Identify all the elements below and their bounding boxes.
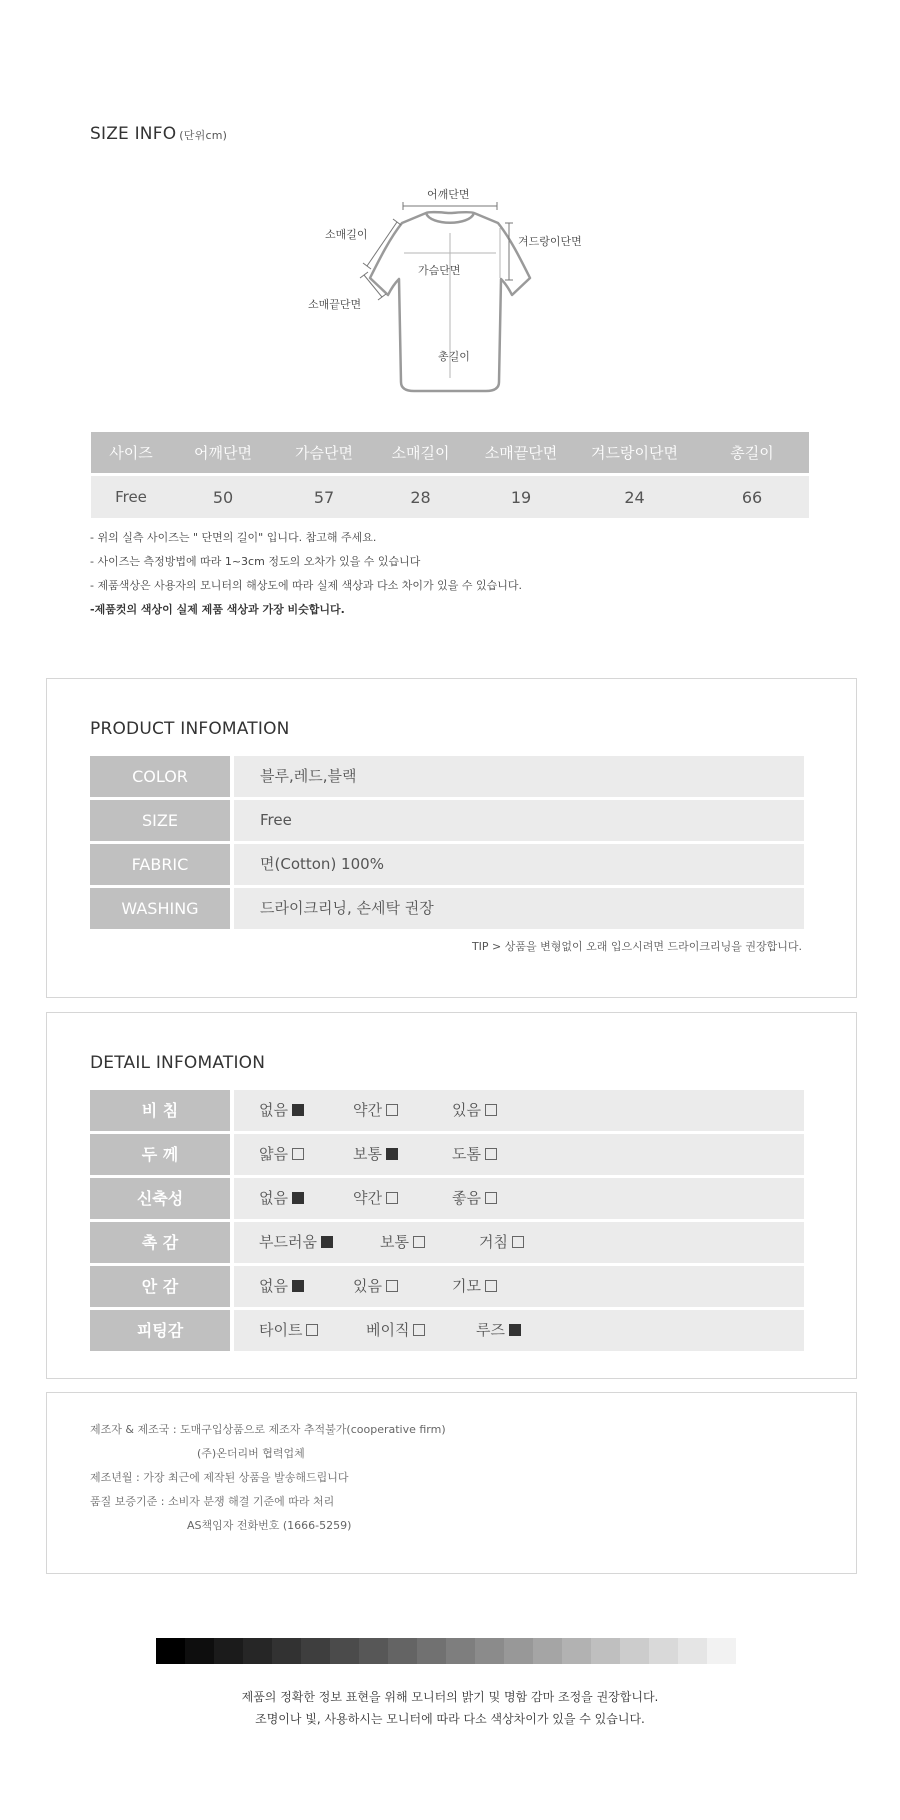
empty-box-icon: [485, 1104, 497, 1116]
option-label: 베이직: [366, 1321, 410, 1339]
option-label: 부드러움: [259, 1233, 317, 1251]
option-label: 루즈: [476, 1321, 505, 1339]
footer-note: 조명이나 빛, 사용하시는 모니터에 따라 다소 색상차이가 있을 수 있습니다.: [255, 1712, 645, 1726]
grayscale-swatch: [678, 1638, 707, 1664]
detail-row: [90, 1266, 804, 1307]
detail-key: 두 께: [90, 1134, 230, 1175]
product-info-value: 블루,레드,블랙: [234, 756, 804, 797]
size-cell: 57: [275, 475, 373, 519]
label-sleeve-length: 소매길이: [325, 228, 368, 241]
product-info-key: COLOR: [90, 756, 230, 797]
option-label: 약간: [353, 1101, 382, 1119]
detail-key: 신축성: [90, 1178, 230, 1219]
checked-box-icon: [292, 1280, 304, 1292]
table-row: [91, 475, 809, 519]
detail-key: 비 침: [90, 1090, 230, 1131]
detail-option: [259, 1222, 333, 1263]
grayscale-swatch: [417, 1638, 446, 1664]
detail-option: [259, 1090, 304, 1131]
detail-option: [353, 1266, 398, 1307]
tshirt-outline-icon: [300, 178, 600, 400]
option-label: 도톰: [452, 1145, 481, 1163]
product-info-key: SIZE: [90, 800, 230, 841]
option-label: 타이트: [259, 1321, 303, 1339]
detail-option: [366, 1310, 425, 1351]
note-line: - 위의 실측 사이즈는 " 단면의 길이" 입니다. 참고해 주세요.: [90, 531, 377, 544]
size-table: [91, 432, 809, 518]
label-shoulder: 어깨단면: [427, 188, 470, 201]
grayscale-swatch: [388, 1638, 417, 1664]
detail-option: [452, 1178, 497, 1219]
detail-option: [452, 1090, 497, 1131]
size-notes: [90, 526, 522, 622]
detail-option: [476, 1310, 521, 1351]
note-line-emphasis: -제품컷의 색상이 실제 제품 색상과 가장 비슷합니다.: [90, 603, 345, 616]
product-info-row: [90, 844, 804, 885]
size-table-header: 소매끝단면: [468, 432, 574, 475]
footer-note: 제품의 정확한 정보 표현을 위해 모니터의 밝기 및 명함 감마 조정을 권장합니다.: [241, 1690, 659, 1704]
product-info-value: 면(Cotton) 100%: [234, 844, 804, 885]
checked-box-icon: [292, 1104, 304, 1116]
empty-box-icon: [485, 1148, 497, 1160]
label-armhole: 겨드랑이단면: [518, 235, 582, 248]
detail-option: [353, 1090, 398, 1131]
grayscale-swatch: [475, 1638, 504, 1664]
size-table-header: 소매길이: [373, 432, 468, 475]
detail-option: [452, 1266, 497, 1307]
size-table-header-row: [91, 432, 809, 475]
size-cell: 24: [574, 475, 695, 519]
empty-box-icon: [512, 1236, 524, 1248]
option-label: 얇음: [259, 1145, 288, 1163]
option-label: 보통: [380, 1233, 409, 1251]
product-info-key: WASHING: [90, 888, 230, 929]
empty-box-icon: [306, 1324, 318, 1336]
grayscale-swatch: [214, 1638, 243, 1664]
label-sleeve-opening: 소매끝단면: [308, 298, 362, 311]
size-cell: 66: [695, 475, 809, 519]
manufacturer-line: AS책임자 전화번호 (1666-5259): [187, 1519, 352, 1532]
detail-row: [90, 1178, 804, 1219]
detail-info-title: DETAIL INFOMATION: [90, 1053, 266, 1073]
empty-box-icon: [386, 1280, 398, 1292]
detail-option: [259, 1134, 304, 1175]
grayscale-swatch: [330, 1638, 359, 1664]
detail-key: 촉 감: [90, 1222, 230, 1263]
empty-box-icon: [386, 1192, 398, 1204]
product-info-row: [90, 800, 804, 841]
grayscale-swatch: [185, 1638, 214, 1664]
option-label: 거침: [479, 1233, 508, 1251]
size-table-header: 총길이: [695, 432, 809, 475]
option-label: 없음: [259, 1277, 288, 1295]
option-label: 좋음: [452, 1189, 481, 1207]
size-table-header: 가슴단면: [275, 432, 373, 475]
detail-key: 안 감: [90, 1266, 230, 1307]
option-label: 기모: [452, 1277, 481, 1295]
size-table-header: 어깨단면: [171, 432, 275, 475]
empty-box-icon: [292, 1148, 304, 1160]
grayscale-swatch: [504, 1638, 533, 1664]
label-total-length: 총길이: [438, 350, 470, 363]
product-info-value: 드라이크리닝, 손세탁 권장: [234, 888, 804, 929]
grayscale-swatch: [272, 1638, 301, 1664]
checked-box-icon: [386, 1148, 398, 1160]
note-line: - 제품색상은 사용자의 모니터의 해상도에 따라 실제 색상과 다소 차이가 있을 수 있습니다.: [90, 579, 522, 592]
grayscale-swatch: [243, 1638, 272, 1664]
manufacturer-line: 제조년월 : 가장 최근에 제작된 상품을 발송해드립니다: [90, 1471, 349, 1484]
option-label: 없음: [259, 1189, 288, 1207]
grayscale-swatch: [562, 1638, 591, 1664]
detail-option: [353, 1134, 398, 1175]
option-label: 있음: [452, 1101, 481, 1119]
empty-box-icon: [386, 1104, 398, 1116]
option-label: 있음: [353, 1277, 382, 1295]
detail-option: [259, 1266, 304, 1307]
grayscale-swatch: [156, 1638, 185, 1664]
size-table-header: 겨드랑이단면: [574, 432, 695, 475]
option-label: 없음: [259, 1101, 288, 1119]
manufacturer-info: [90, 1418, 446, 1538]
detail-row: [90, 1134, 804, 1175]
option-label: 약간: [353, 1189, 382, 1207]
detail-option: [259, 1178, 304, 1219]
size-cell: 19: [468, 475, 574, 519]
label-chest: 가슴단면: [418, 264, 461, 277]
grayscale-swatch: [446, 1638, 475, 1664]
empty-box-icon: [485, 1192, 497, 1204]
checked-box-icon: [509, 1324, 521, 1336]
size-cell: 28: [373, 475, 468, 519]
product-info-row: [90, 756, 804, 797]
grayscale-swatch: [301, 1638, 330, 1664]
checked-box-icon: [321, 1236, 333, 1248]
empty-box-icon: [413, 1324, 425, 1336]
checked-box-icon: [292, 1192, 304, 1204]
tshirt-size-diagram: [300, 178, 600, 400]
detail-key: 피팅감: [90, 1310, 230, 1351]
empty-box-icon: [485, 1280, 497, 1292]
empty-box-icon: [413, 1236, 425, 1248]
grayscale-swatch: [359, 1638, 388, 1664]
grayscale-swatch: [533, 1638, 562, 1664]
option-label: 보통: [353, 1145, 382, 1163]
grayscale-swatch: [649, 1638, 678, 1664]
size-info-title: [90, 124, 227, 144]
detail-option: [452, 1134, 497, 1175]
manufacturer-line: 제조자 & 제조국 : 도매구입상품으로 제조자 추적불가(cooperative firm): [90, 1423, 446, 1436]
detail-option: [259, 1310, 318, 1351]
grayscale-swatch: [707, 1638, 736, 1664]
product-info-title: PRODUCT INFOMATION: [90, 719, 290, 739]
detail-option: [479, 1222, 524, 1263]
detail-row: [90, 1222, 804, 1263]
size-table-header: 사이즈: [91, 432, 171, 475]
detail-option: [380, 1222, 425, 1263]
grayscale-swatch: [620, 1638, 649, 1664]
size-cell: Free: [91, 475, 171, 519]
size-unit-label: (단위cm): [179, 129, 228, 142]
grayscale-calibration-bar: [156, 1638, 736, 1664]
size-cell: 50: [171, 475, 275, 519]
product-info-key: FABRIC: [90, 844, 230, 885]
detail-row: [90, 1090, 804, 1131]
detail-option: [353, 1178, 398, 1219]
note-line: - 사이즈는 측정방법에 따라 1~3cm 정도의 오차가 있을 수 있습니다: [90, 555, 421, 568]
size-info-heading: SIZE INFO: [90, 124, 177, 144]
washing-tip: TIP > 상품을 변형없이 오래 입으시려면 드라이크리닝을 권장합니다.: [471, 940, 802, 953]
product-info-row: [90, 888, 804, 929]
manufacturer-line: (주)온더리버 협력업체: [197, 1447, 305, 1460]
grayscale-swatch: [591, 1638, 620, 1664]
manufacturer-line: 품질 보증기준 : 소비자 분쟁 해결 기준에 따라 처리: [90, 1495, 335, 1508]
detail-row: [90, 1310, 804, 1351]
product-info-value: Free: [234, 800, 804, 841]
